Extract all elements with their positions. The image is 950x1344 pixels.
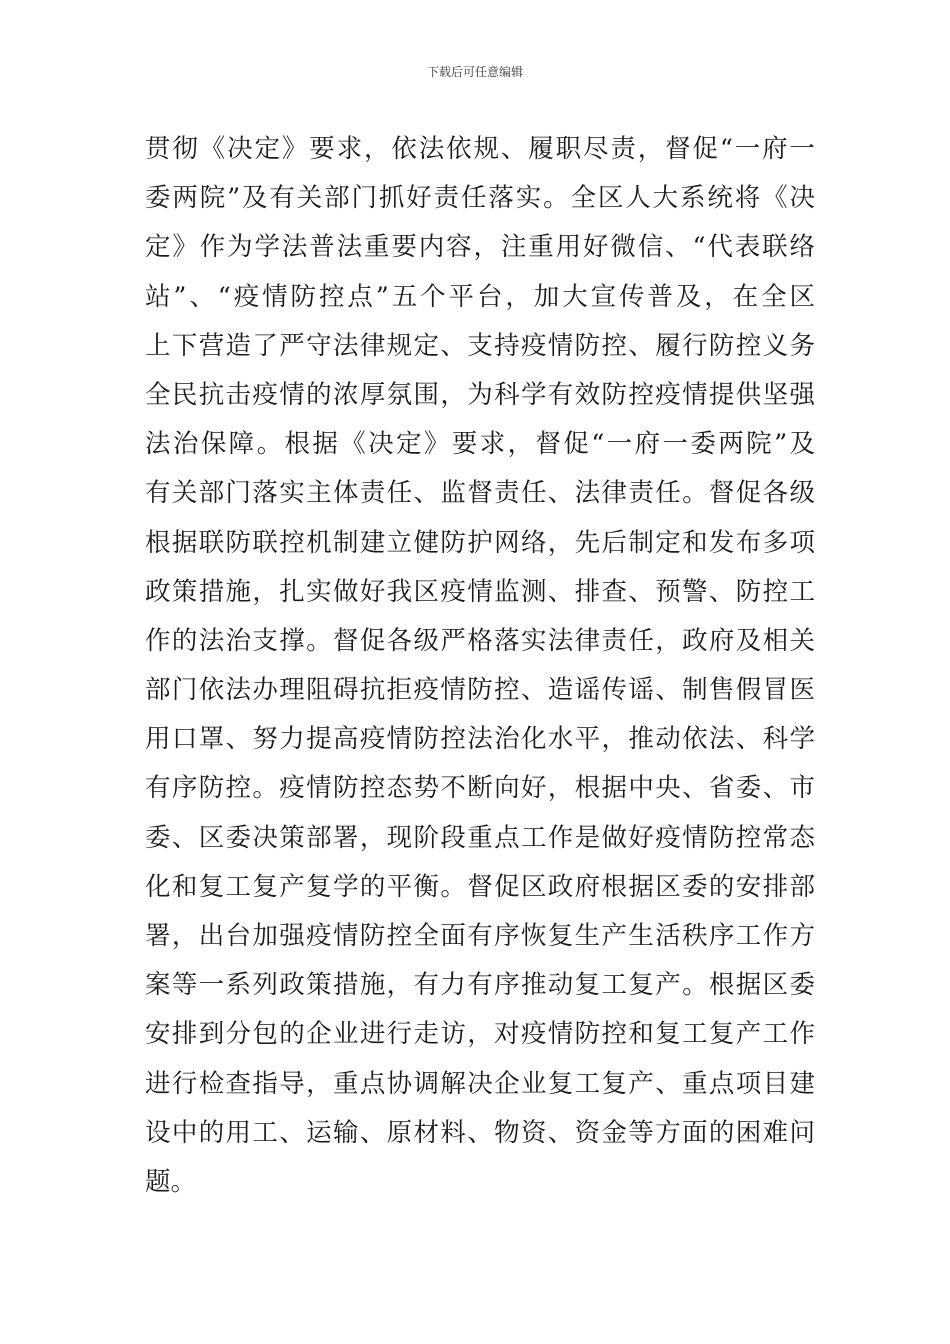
text-line: 署，出台加强疫情防控全面有序恢复生产生活秩序工作方	[145, 921, 815, 951]
text-line-last: 题。	[145, 1166, 197, 1197]
text-line: 作的法治支撑。督促各级严格落实法律责任，政府及相关	[145, 625, 815, 656]
text-line: 上下营造了严守法律规定、支持疫情防控、履行防控义务	[145, 330, 815, 361]
text-line: 用口罩、努力提高疫情防控法治化水平，推动依法、科学	[145, 724, 815, 755]
text-line: 部门依法办理阻碍抗拒疫情防控、造谣传谣、制售假冒医	[145, 675, 815, 706]
text-line: 根据联防联控机制建立健防护网络，先后制定和发布多项	[145, 527, 815, 558]
page-header-note: 下载后可任意编辑	[426, 65, 523, 79]
text-line: 进行检查指导，重点协调解决企业复工复产、重点项目建	[145, 1068, 815, 1099]
text-line: 委两院”及有关部门抓好责任落实。全区人大系统将《决	[145, 183, 815, 214]
text-line: 委、区委决策部署，现阶段重点工作是做好疫情防控常态	[145, 822, 815, 853]
text-line: 政策措施，扎实做好我区疫情监测、排查、预警、防控工	[145, 576, 815, 607]
text-line: 定》作为学法普法重要内容，注重用好微信、“代表联络	[145, 232, 815, 263]
text-line: 全民抗击疫情的浓厚氛围，为科学有效防控疫情提供坚强	[145, 379, 815, 410]
text-line: 案等一系列政策措施，有力有序推动复工复产。根据区委	[145, 970, 815, 1001]
text-line: 化和复工复产复学的平衡。督促区政府根据区委的安排部	[145, 871, 815, 902]
text-line: 贯彻《决定》要求，依法依规、履职尽责，督促“一府一	[145, 134, 815, 164]
text-line: 法治保障。根据《决定》要求，督促“一府一委两院”及	[145, 429, 815, 460]
text-line: 设中的用工、运输、原材料、物资、资金等方面的困难问	[145, 1117, 815, 1148]
text-line: 有序防控。疫情防控态势不断向好，根据中央、省委、市	[145, 773, 815, 804]
text-line: 安排到分包的企业进行走访，对疫情防控和复工复产工作	[145, 1019, 815, 1050]
text-line: 有关部门落实主体责任、监督责任、法律责任。督促各级	[145, 478, 815, 509]
text-line: 站”、“疫情防控点”五个平台，加大宣传普及，在全区	[145, 281, 815, 312]
body-paragraph	[145, 125, 815, 1207]
